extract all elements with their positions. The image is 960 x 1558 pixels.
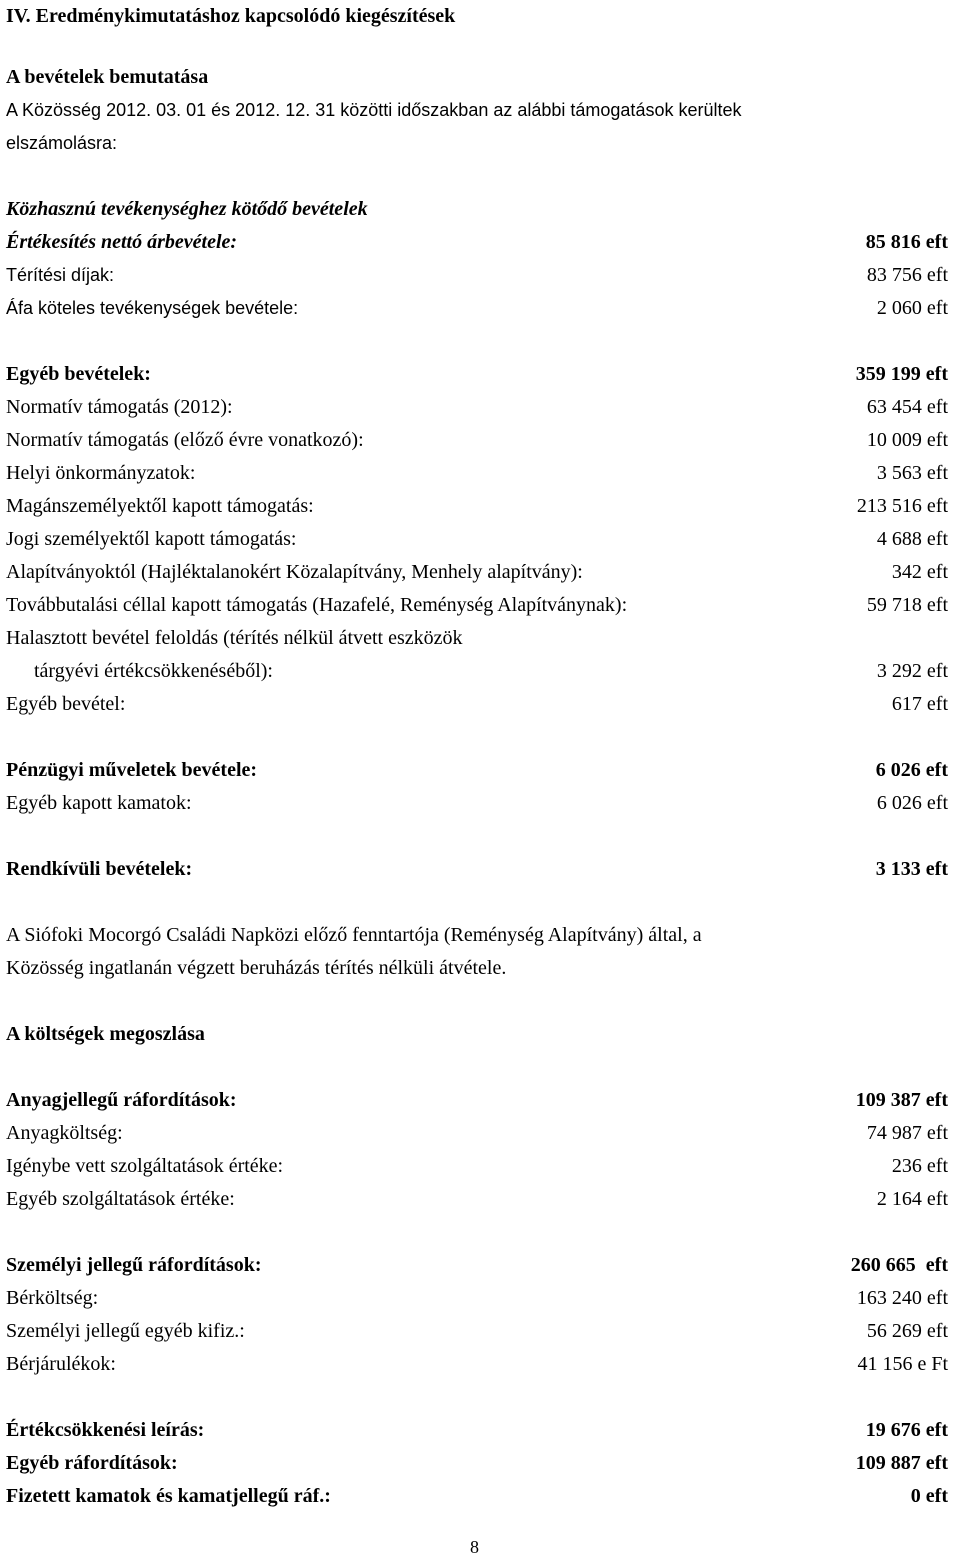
financial-revenue-total-row: Pénzügyi műveletek bevétele: 6 026 eft: [6, 759, 948, 781]
other-revenues-item-row: Normatív támogatás (2012): 63 454 eft: [6, 396, 948, 418]
sales-item-row: Térítési díjak: 83 756 eft: [6, 264, 948, 286]
personnel-costs-total-row: Személyi jellegű ráfordítások: 260 665 eft: [6, 1254, 948, 1276]
misc-revenue-row: Egyéb bevétel: 617 eft: [6, 693, 948, 715]
other-expenses-row: Egyéb ráfordítások: 109 887 eft: [6, 1452, 948, 1474]
extraordinary-note-line-2: Közösség ingatlanán végzett beruházás térítés nélküli átvétele.: [6, 957, 507, 979]
revenues-title: A bevételek bemutatása: [6, 66, 209, 88]
personnel-costs-item-row: Bérköltség: 163 240 eft: [6, 1287, 948, 1309]
deferred-revenue-row: tárgyévi értékcsökkenéséből): 3 292 eft: [34, 660, 948, 682]
other-revenues-item-row: Jogi személyektől kapott támogatás: 4 688 eft: [6, 528, 948, 550]
extraordinary-revenue-total-row: Rendkívüli bevételek: 3 133 eft: [6, 858, 948, 880]
material-costs-item-row: Egyéb szolgáltatások értéke: 2 164 eft: [6, 1188, 948, 1210]
other-revenues-item-row: Alapítványoktól (Hajléktalanokért Közalapítvány, Menhely alapítvány): 342 eft: [6, 561, 948, 583]
material-costs-item-row: Igénybe vett szolgáltatások értéke: 236 eft: [6, 1155, 948, 1177]
personnel-costs-item-row: Bérjárulékok: 41 156 e Ft: [6, 1353, 948, 1375]
deferred-revenue-line-1: Halasztott bevétel feloldás (térítés nélkül átvett eszközök: [6, 627, 463, 649]
other-revenues-item-row: Magánszemélyektől kapott támogatás: 213 516 eft: [6, 495, 948, 517]
other-revenues-item-row: Normatív támogatás (előző évre vonatkozó): 10 009 eft: [6, 429, 948, 451]
sales-total-row: Értékesítés nettó árbevétele: 85 816 eft: [6, 231, 948, 253]
sales-item-row: Áfa köteles tevékenységek bevétele: 2 060 eft: [6, 297, 948, 319]
interest-paid-row: Fizetett kamatok és kamatjellegű ráf.: 0 eft: [6, 1485, 948, 1507]
revenues-subtitle: Közhasznú tevékenységhez kötődő bevételek: [6, 198, 368, 220]
extraordinary-note-line-1: A Siófoki Mocorgó Családi Napközi előző fenntartója (Reménység Alapítvány) által, a: [6, 924, 702, 946]
costs-title: A költségek megoszlása: [6, 1023, 205, 1045]
other-revenues-total-row: Egyéb bevételek: 359 199 eft: [6, 363, 948, 385]
other-revenues-item-row: Helyi önkormányzatok: 3 563 eft: [6, 462, 948, 484]
intro-line-1: A Közösség 2012. 03. 01 és 2012. 12. 31 közötti időszakban az alábbi támogatások kerültek: [6, 100, 742, 120]
depreciation-row: Értékcsökkenési leírás: 19 676 eft: [6, 1419, 948, 1441]
intro-line-2: elszámolásra:: [6, 133, 118, 153]
personnel-costs-item-row: Személyi jellegű egyéb kifiz.: 56 269 eft: [6, 1320, 948, 1342]
material-costs-item-row: Anyagköltség: 74 987 eft: [6, 1122, 948, 1144]
page-number: 8: [470, 1537, 479, 1557]
material-costs-total-row: Anyagjellegű ráfordítások: 109 387 eft: [6, 1089, 948, 1111]
financial-revenue-item-row: Egyéb kapott kamatok: 6 026 eft: [6, 792, 948, 814]
section-heading: IV. Eredménykimutatáshoz kapcsolódó kiegészítések: [6, 5, 456, 27]
other-revenues-item-row: Továbbutalási céllal kapott támogatás (Hazafelé, Reménység Alapítványnak): 59 718 eft: [6, 594, 948, 616]
